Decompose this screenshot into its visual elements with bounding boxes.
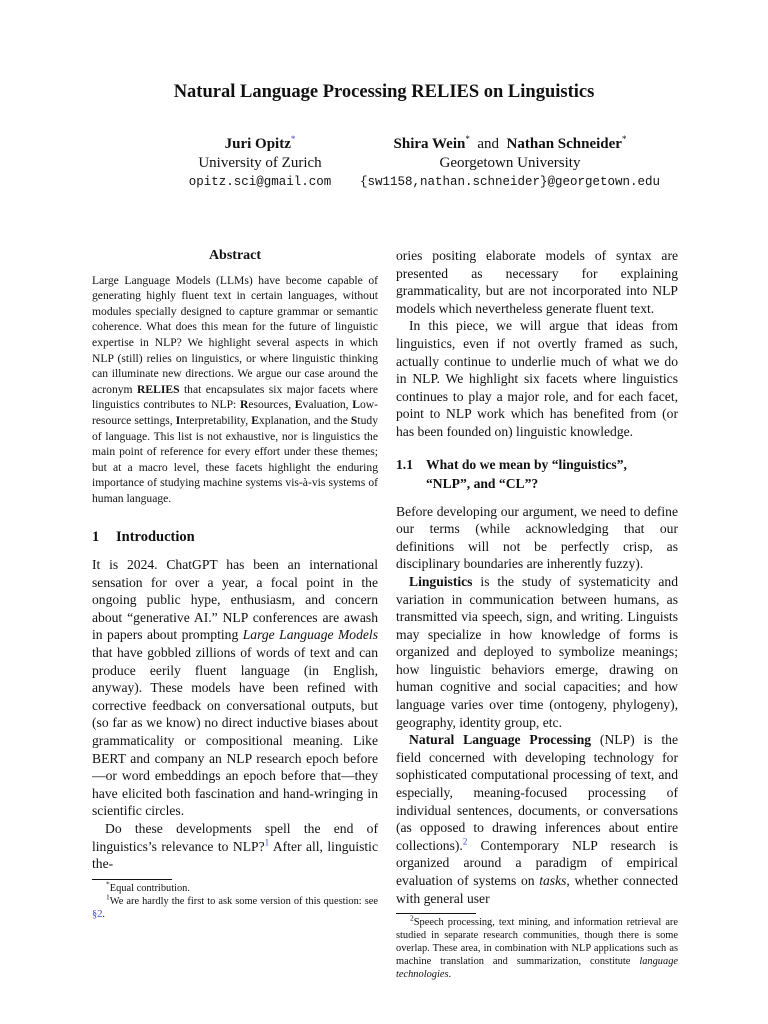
author-name: Juri Opitz — [224, 136, 291, 152]
footnote-rule — [396, 913, 476, 914]
right-column — [396, 247, 678, 981]
footnote-rule — [92, 879, 172, 880]
paragraph: ories positing elaborate models of syntax are presented as necessary for explaining grammaticality, but are not incorporated into NLP models which nevertheless generate fluent text. — [396, 248, 678, 316]
abstract-text: Large Language Models (LLMs) have become capable of generating highly fluent text in certain languages, without modules specially designed to capture grammar or semantic coherence. What does this mean for the future of linguistic expertise in NLP? We highlight several aspects in which NLP (still) relies on linguistics, or where linguistic thinking can illuminate new directions. We argue our case around the acronym RELIES that encapsulates six major facets where linguistics contributes to NLP: Resources, Evaluation, Low-resource settings, Interpretability, Explanation, and the Study of language. This list is not exhaustive, nor is linguistics the main point of reference for every effort under these themes; but at a macro level, these facets highlight the enduring importance of studying machine systems vis-à-vis systems of human language. — [92, 273, 378, 505]
abstract-heading: Abstract — [208, 248, 262, 263]
acronym: RELIES — [137, 382, 180, 396]
footnote-1: $^1$We are hardly the first to ask some version of this question: see §2. — [92, 892, 378, 920]
footnote-ref[interactable]: 1 — [264, 837, 270, 848]
equal-contribution-mark: * — [465, 134, 470, 144]
paragraph-continues: After all, linguistic the- — [92, 838, 378, 872]
subsection-heading: 1.1 What do we mean by “linguistics”, “NLP”, and “CL”? — [396, 456, 627, 491]
paragraph: In this piece, we will argue that ideas from linguistics, even if not overtly framed as such, actually continue to underlie much of what we do in NLP. We highlight six facets where linguistics continues to play a major role, and for each facet, point to NLP work which has benefited from (or has been founded on) linguistic knowledge. — [396, 318, 678, 439]
left-column — [92, 247, 378, 921]
paragraph: Do these developments spell the end of linguistics’s relevance to NLP?$^1$ After all, linguistic the- — [92, 821, 378, 872]
paragraph: Before developing our argument, we need to define our terms (while acknowledging that our definitions will not be perfectly crisp, as disciplinary boundaries are inherently fuzzy). — [396, 503, 678, 572]
author-name: Shira Wein — [393, 136, 466, 152]
author-right — [330, 135, 690, 192]
author-affiliation: University of Zurich — [198, 155, 322, 171]
footnote-equal-contribution: *Equal contribution. — [106, 879, 190, 894]
paragraph: Natural Language Processing (NLP) is the field concerned with developing technology for sophisticated computational processing of text, and especially, meaning-focused processing of individual sentences, documents, or conversations (as opposed to drawing inferences about entire collections).$^2$ Contemporary NLP research is organized around a paradigm of empirical evaluation of systems on tasks, whether connected with general user — [396, 732, 679, 906]
author-email: {sw1158,nathan.schneider}@georgetown.edu — [359, 175, 661, 189]
section-heading-introduction: 1 Introduction — [92, 528, 195, 545]
footnote-ref[interactable]: 2 — [462, 836, 468, 847]
author-email: opitz.sci@gmail.com — [188, 175, 332, 189]
equal-contribution-mark: * — [621, 134, 627, 144]
paragraph: Linguistics is the study of systematicity and variation in communication between humans, as transmitted via speech, sign, and writing. Linguists may specialize in how knowledge of forms is organized and deployed to symbolize meanings; how linguistic behaviors emerge, drawing on human cognitive and social capacities; and how language varies over time (ontogeny, phylogeny), geography, identity group, etc. — [396, 573, 678, 730]
paragraph: It is 2024. ChatGPT has been an international sensation for over a year, a focal point in the ongoing public hype, enthusiasm, and concern about “generative AI.” NLP conferences are awash in papers about prompting Large Language Models that have gobbled zillions of words of text and can produce eerily fluent language (in English, anyway). These models have been refined with corrective feedback on conversational outputs, but (so far as we know) no direct inductive biases about grammaticality or compositional meaning. Like BERT and company an NLP research epoch before—or word embeddings an epoch before that—they have elicited both fascination and hand-wringing in scientific circles. — [92, 557, 378, 819]
equal-contribution-mark[interactable]: * — [290, 134, 296, 144]
author-conjunction: and — [477, 136, 500, 152]
paper-title: Natural Language Processing RELIES on Linguistics — [173, 82, 595, 102]
section-link[interactable]: §2 — [92, 908, 103, 920]
author-name: Nathan Schneider — [506, 136, 622, 152]
author-affiliation: Georgetown University — [439, 155, 581, 171]
footnote-2: $^2$Speech processing, text mining, and information retrieval are studied in separate research communities, though there is some overlap. These area, in combination with NLP applications such as machine translation and summarization, constitute language technologies. — [396, 913, 678, 981]
